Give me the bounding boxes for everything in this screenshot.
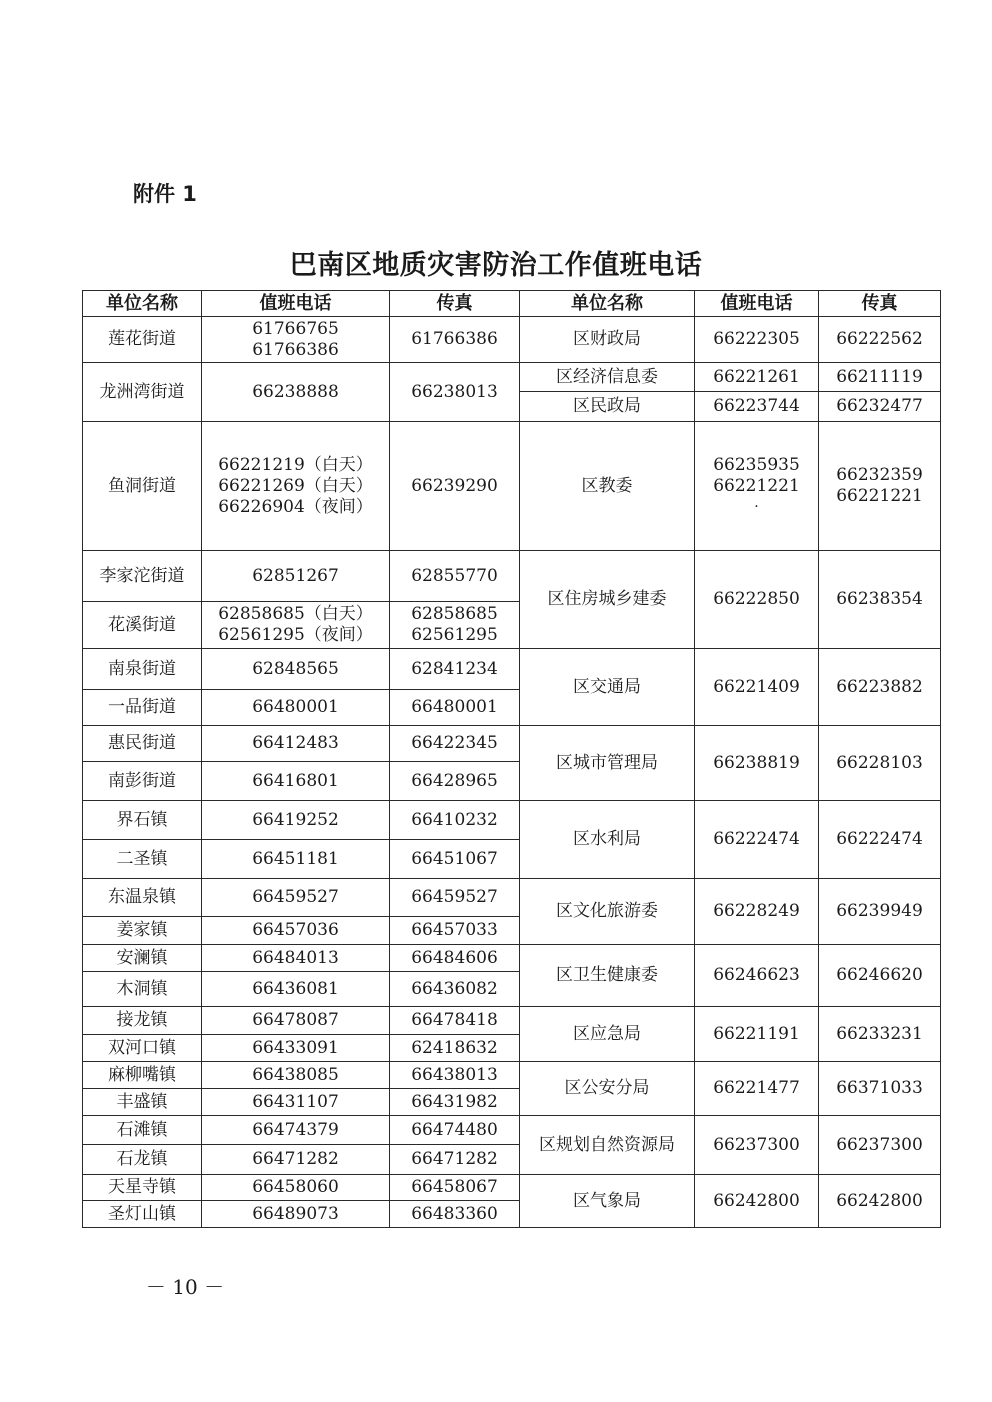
fax: 66484606 — [390, 945, 520, 972]
unit-name: 惠民街道 — [83, 726, 202, 762]
fax: 62418632 — [390, 1035, 520, 1062]
unit-name: 圣灯山镇 — [83, 1201, 202, 1228]
fax: 66471282 — [390, 1145, 520, 1175]
duty-phone: 66474379 — [202, 1116, 390, 1145]
unit-name: 双河口镇 — [83, 1035, 202, 1062]
table-row — [83, 945, 941, 972]
table-row — [83, 422, 941, 551]
unit-name: 接龙镇 — [83, 1007, 202, 1035]
fax: 66371033 — [819, 1062, 941, 1116]
duty-phone: 66459527 — [202, 879, 390, 917]
duty-phone: 66419252 — [202, 801, 390, 840]
table-row — [83, 1007, 941, 1035]
fax: 66438013 — [390, 1062, 520, 1089]
table-row — [83, 551, 941, 602]
fax: 66428965 — [390, 762, 520, 801]
duty-phone: 66431107 — [202, 1089, 390, 1116]
fax: 66238013 — [390, 363, 520, 422]
unit-name: 区交通局 — [520, 649, 695, 726]
duty-phone: 61766765 61766386 — [202, 317, 390, 363]
duty-phone: 62848565 — [202, 649, 390, 690]
duty-phone: 66238819 — [695, 726, 819, 801]
duty-phone: 66221261 — [695, 363, 819, 392]
fax: 66480001 — [390, 690, 520, 726]
duty-phone: 66238888 — [202, 363, 390, 422]
table-row — [83, 1062, 941, 1089]
fax: 66436082 — [390, 972, 520, 1007]
fax: 61766386 — [390, 317, 520, 363]
fax: 66239290 — [390, 422, 520, 551]
header-phone-left: 值班电话 — [202, 291, 390, 317]
header-phone-right: 值班电话 — [695, 291, 819, 317]
fax: 66233231 — [819, 1007, 941, 1062]
duty-phone: 66221219（白天） 66221269（白天） 66226904（夜间） — [202, 422, 390, 551]
fax: 66410232 — [390, 801, 520, 840]
duty-phone: 66222305 — [695, 317, 819, 363]
duty-phone: 66221477 — [695, 1062, 819, 1116]
duty-phone: 66222850 — [695, 551, 819, 649]
unit-name: 天星寺镇 — [83, 1175, 202, 1201]
unit-name: 姜家镇 — [83, 917, 202, 945]
duty-phone: 66221191 — [695, 1007, 819, 1062]
duty-phone: 66222474 — [695, 801, 819, 879]
unit-name: 区教委 — [520, 422, 695, 551]
header-fax-right: 传真 — [819, 291, 941, 317]
unit-name: 区卫生健康委 — [520, 945, 695, 1007]
unit-name: 安澜镇 — [83, 945, 202, 972]
duty-phone: 66436081 — [202, 972, 390, 1007]
duty-phone: 66221409 — [695, 649, 819, 726]
duty-phone: 66228249 — [695, 879, 819, 945]
fax: 62855770 — [390, 551, 520, 602]
fax: 66458067 — [390, 1175, 520, 1201]
unit-name: 鱼洞街道 — [83, 422, 202, 551]
unit-name: 李家沱街道 — [83, 551, 202, 602]
unit-name: 区经济信息委 — [520, 363, 695, 392]
fax: 66459527 — [390, 879, 520, 917]
duty-phone: 66489073 — [202, 1201, 390, 1228]
duty-phone: 66457036 — [202, 917, 390, 945]
unit-name: 区财政局 — [520, 317, 695, 363]
fax: 66232477 — [819, 392, 941, 422]
duty-phone: 66438085 — [202, 1062, 390, 1089]
duty-phone: 66246623 — [695, 945, 819, 1007]
header-unit-left: 单位名称 — [83, 291, 202, 317]
fax: 66478418 — [390, 1007, 520, 1035]
fax: 62841234 — [390, 649, 520, 690]
unit-name: 石滩镇 — [83, 1116, 202, 1145]
duty-phone: 66242800 — [695, 1175, 819, 1228]
unit-name: 区水利局 — [520, 801, 695, 879]
table-row — [83, 801, 941, 840]
fax: 66246620 — [819, 945, 941, 1007]
table-row — [83, 1116, 941, 1145]
unit-name: 丰盛镇 — [83, 1089, 202, 1116]
duty-phone: 66412483 — [202, 726, 390, 762]
unit-name: 区规划自然资源局 — [520, 1116, 695, 1175]
unit-name: 石龙镇 — [83, 1145, 202, 1175]
duty-phone: 66478087 — [202, 1007, 390, 1035]
duty-phone: 62851267 — [202, 551, 390, 602]
duty-phone: 66471282 — [202, 1145, 390, 1175]
fax: 66238354 — [819, 551, 941, 649]
table-row — [83, 649, 941, 690]
fax: 66239949 — [819, 879, 941, 945]
unit-name: 区文化旅游委 — [520, 879, 695, 945]
unit-name: 南泉街道 — [83, 649, 202, 690]
unit-name: 区城市管理局 — [520, 726, 695, 801]
table-row — [83, 363, 941, 392]
unit-name: 龙洲湾街道 — [83, 363, 202, 422]
unit-name: 东温泉镇 — [83, 879, 202, 917]
unit-name: 木洞镇 — [83, 972, 202, 1007]
fax: 66457033 — [390, 917, 520, 945]
duty-phone: 66458060 — [202, 1175, 390, 1201]
table-row — [83, 879, 941, 917]
document-title: 巴南区地质灾害防治工作值班电话 — [289, 250, 703, 281]
duty-phone: 66433091 — [202, 1035, 390, 1062]
unit-name: 花溪街道 — [83, 602, 202, 649]
unit-name: 区气象局 — [520, 1175, 695, 1228]
fax: 66223882 — [819, 649, 941, 726]
table-row — [83, 726, 941, 762]
unit-name: 麻柳嘴镇 — [83, 1062, 202, 1089]
unit-name: 二圣镇 — [83, 840, 202, 879]
fax: 66451067 — [390, 840, 520, 879]
unit-name: 一品街道 — [83, 690, 202, 726]
duty-phone: 66235935 66221221 · — [695, 422, 819, 551]
duty-phone: 66237300 — [695, 1116, 819, 1175]
duty-phone: 66451181 — [202, 840, 390, 879]
fax: 66222562 — [819, 317, 941, 363]
unit-name: 区公安分局 — [520, 1062, 695, 1116]
fax: 66242800 — [819, 1175, 941, 1228]
duty-phone: 66223744 — [695, 392, 819, 422]
table-row — [83, 1175, 941, 1201]
fax: 66483360 — [390, 1201, 520, 1228]
fax: 66222474 — [819, 801, 941, 879]
unit-name: 界石镇 — [83, 801, 202, 840]
fax: 66211119 — [819, 363, 941, 392]
fax: 66422345 — [390, 726, 520, 762]
fax: 66232359 66221221 — [819, 422, 941, 551]
header-row — [83, 291, 941, 317]
duty-phone-table — [82, 290, 941, 1228]
unit-name: 南彭街道 — [83, 762, 202, 801]
unit-name: 莲花街道 — [83, 317, 202, 363]
header-unit-right: 单位名称 — [520, 291, 695, 317]
unit-name: 区住房城乡建委 — [520, 551, 695, 649]
duty-phone: 66480001 — [202, 690, 390, 726]
attachment-label: 附件 1 — [133, 182, 197, 206]
fax: 66228103 — [819, 726, 941, 801]
unit-name: 区民政局 — [520, 392, 695, 422]
table-row — [83, 317, 941, 363]
fax: 66431982 — [390, 1089, 520, 1116]
duty-phone: 66484013 — [202, 945, 390, 972]
fax: 66237300 — [819, 1116, 941, 1175]
fax: 62858685 62561295 — [390, 602, 520, 649]
fax: 66474480 — [390, 1116, 520, 1145]
unit-name: 区应急局 — [520, 1007, 695, 1062]
header-fax-left: 传真 — [390, 291, 520, 317]
page-number: － 10 － — [145, 1275, 225, 1299]
duty-phone: 66416801 — [202, 762, 390, 801]
duty-phone: 62858685（白天） 62561295（夜间） — [202, 602, 390, 649]
